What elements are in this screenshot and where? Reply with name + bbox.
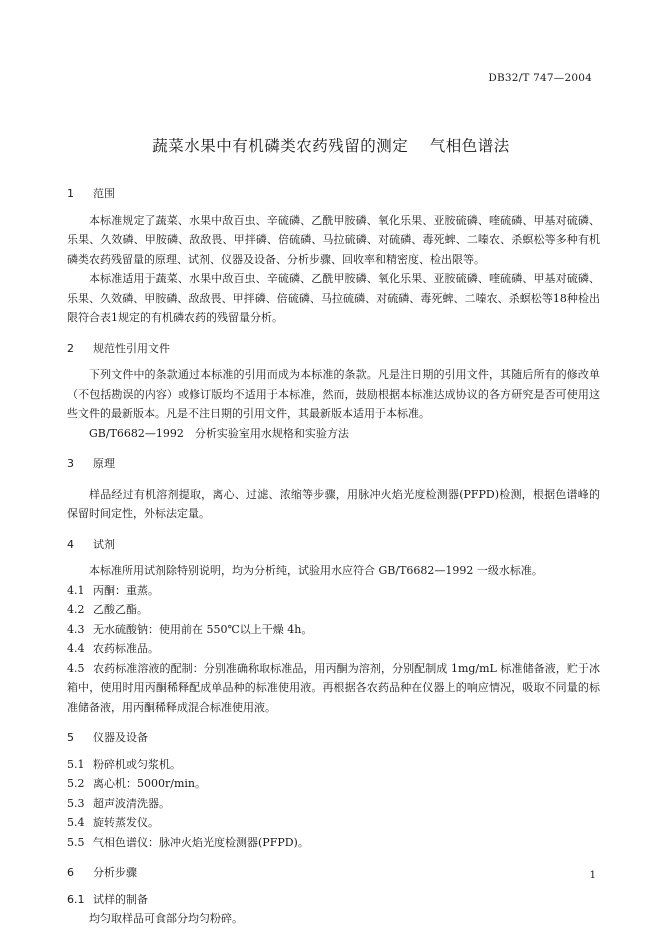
section-title: 范围 [93, 187, 115, 200]
item-number: 4.5 [67, 661, 85, 675]
paragraph: 均匀取样品可食部分均匀粉碎。 [89, 912, 243, 925]
section-number: 3 [67, 457, 74, 470]
list-item [67, 833, 600, 853]
paragraph: 样品经过有机溶剂提取，离心、过滤、浓缩等步骤，用脉冲火焰光度检测器(PFPD)检测，根据色谱峰的保留时间定性，外标法定量。 [67, 487, 600, 520]
section-title: 试剂 [93, 537, 115, 551]
subsection-title: 试样的制备 [93, 892, 148, 906]
paragraph: 本标准规定了蔬菜、水果中敌百虫、辛硫磷、乙酰甲胺磷、氧化乐果、亚胺硫磷、喹硫磷、甲基对硫磷、乐果、久效磷、甲胺磷、敌敌畏、甲拌磷、倍硫磷、马拉硫磷、对硫磷、毒死蜱、二嗪农、杀螟松等多种有机磷类农药残留量的原理、试剂、仪器及设备、分析步骤、回收率和精密度、检出限等。 [67, 213, 600, 266]
section-number: 2 [67, 341, 74, 355]
section-number: 6 [67, 866, 74, 879]
item-text: 气相色谱仪：脉冲火焰光度检测器(PFPD)。 [93, 835, 309, 849]
item-text: 农药标准品。 [93, 642, 159, 655]
section-heading-scope [67, 184, 600, 204]
list-item [67, 659, 600, 718]
section-heading-principle [67, 454, 600, 474]
list-item [67, 581, 600, 601]
list-item [67, 774, 600, 794]
section-title: 仪器及设备 [93, 731, 148, 744]
item-text: 离心机：5000r/min。 [93, 777, 206, 790]
section-heading-instruments [67, 728, 600, 748]
item-number: 5.3 [67, 796, 85, 810]
list-item [67, 813, 600, 833]
item-number: 4.2 [67, 603, 85, 616]
item-number: 5.4 [67, 816, 85, 829]
item-text: 农药标准溶液的配制：分别准确称取标准品，用丙酮为溶剂，分别配制成 1mg/mL 标准储备液，贮于冰箱中，使用时用丙酮稀释配成单品种的标准使用液。再根据各农药品种在仪器上的响应情况，吸取不同量的标准储备液，用丙酮稀释成混合标准使用液。 [67, 661, 600, 714]
list-item [67, 794, 600, 814]
item-number: 5.1 [67, 757, 85, 771]
item-text: 乙酸乙酯。 [93, 603, 148, 616]
section-number: 5 [67, 731, 74, 744]
section-title: 原理 [93, 457, 115, 470]
list-item [67, 639, 600, 659]
item-number: 4.4 [67, 642, 85, 655]
item-text: 丙酮：重蒸。 [93, 583, 159, 597]
list-item [67, 600, 600, 620]
section-title: 分析步骤 [93, 866, 137, 879]
item-text: 无水硫酸钠：使用前在 550℃以上干燥 4h。 [93, 622, 313, 636]
list-item [67, 755, 600, 775]
section-title: 规范性引用文件 [93, 341, 170, 355]
section-number: 4 [67, 537, 74, 551]
item-number: 5.2 [67, 777, 85, 790]
section-heading-reagents [67, 535, 600, 555]
item-text: 粉碎机或匀浆机。 [93, 757, 181, 771]
subsection-heading-sample-preparation [67, 890, 600, 910]
paragraph: 本标准所用试剂除特别说明，均为分析纯，试验用水应符合 GB/T6682—1992 一级水标准。 [89, 564, 543, 577]
item-number: 5.5 [67, 835, 85, 849]
document-title: 蔬菜水果中有机磷类农药残留的测定 气相色谱法 [152, 137, 510, 155]
document-body [67, 184, 600, 929]
item-number: 4.1 [67, 583, 85, 597]
section-heading-analysis-steps [67, 863, 600, 883]
reference-item: GB/T6682—1992 分析实验室用水规格和实验方法 [89, 426, 349, 440]
subsection-number: 6.1 [67, 892, 85, 906]
item-text: 超声波清洗器。 [93, 796, 170, 810]
page-number: 1 [589, 870, 596, 881]
paragraph: 下列文件中的条款通过本标准的引用而成为本标准的条款。凡是注日期的引用文件，其随后所有的修改单（不包括勘误的内容）或修订版均不适用于本标准，然而，鼓励根据本标准达成协议的各方研究是否可使用这些文件的最新版本。凡是不注日期的引用文件，其最新版本适用于本标准。 [67, 368, 600, 420]
standard-code: DB32/T 747—2004 [488, 72, 592, 84]
item-text: 旋转蒸发仪。 [93, 816, 159, 829]
section-heading-normative-references [67, 339, 600, 359]
item-number: 4.3 [67, 622, 85, 636]
paragraph: 本标准适用于蔬菜、水果中敌百虫、辛硫磷、乙酰甲胺磷、氧化乐果、亚胺硫磷、喹硫磷、甲基对硫磷、乐果、久效磷、甲胺磷、敌敌畏、甲拌磷、倍硫磷、马拉硫磷、对硫磷、毒死蜱、二嗪农、杀螟松等18种检出限符合表1规定的有机磷农药的残留量分析。 [67, 272, 600, 324]
section-number: 1 [67, 187, 74, 200]
list-item [67, 620, 600, 640]
